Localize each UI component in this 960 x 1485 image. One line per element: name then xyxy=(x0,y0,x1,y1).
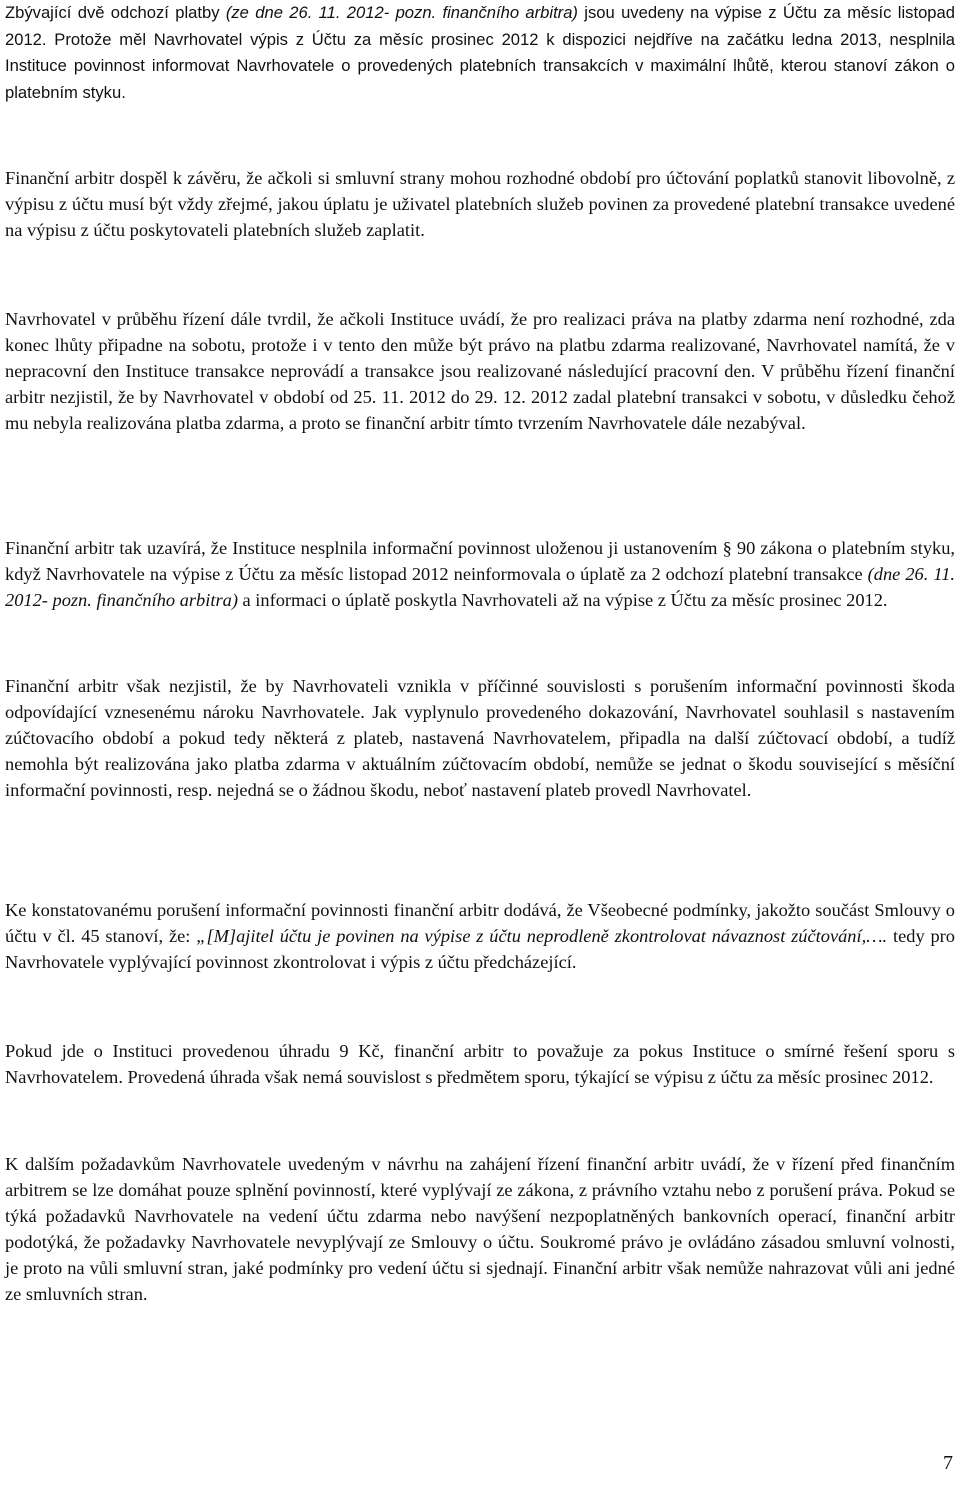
paragraph-information-duty xyxy=(5,535,955,613)
paragraph-text: tedy pro Navrhovatele vyplývající povinnost zkontrolovat i výpis z účtu předcházející. xyxy=(5,926,955,972)
paragraph-text: Finanční arbitr tak uzavírá, že Instituce nesplnila informační povinnost uloženou ji ustanovením § 90 zákona o platebním styku, když Navrhovatele na výpise z Účtu za měsíc listopad 2012 neinformovala o úplatě za 2 odchozí platební transakce xyxy=(5,538,955,584)
paragraph-general-conditions xyxy=(5,897,955,975)
paragraph-text: Zbývající dvě odchozí platby xyxy=(5,3,226,22)
paragraph-arbiter-conclusion: Finanční arbitr dospěl k závěru, že ačkoli si smluvní strany mohou rozhodné období pro účtování poplatků stanovit libovolně, z výpisu z účtu musí být vždy zřejmé, jakou úplatu je uživatel platebních služeb povinen za provedené platební transakce uvedené na výpisu z účtu poskytovateli platebních služeb zaplatit. xyxy=(5,168,955,240)
page-number: 7 xyxy=(943,1452,953,1474)
paragraph-saturday-claim: Navrhovatel v průběhu řízení dále tvrdil, že ačkoli Instituce uvádí, že pro realizaci práva na platby zdarma není rozhodné, zda konec lhůty připadne na sobotu, protože i v tento den může být právo na platbu zdarma realizované, Navrhovatel namítá, že v nepracovní den Instituce transakce neprovádí a transakce jsou realizované následující pracovní den. V průběhu řízení finanční arbitr nezjistil, že by Navrhovatel v období od 25. 11. 2012 do 29. 12. 2012 zadal platební transakci v sobotu, v důsledku čehož mu nebyla realizována platba zdarma, a proto se finanční arbitr tímto tvrzením Navrhovatele dále nezabýval. xyxy=(5,309,955,433)
paragraph-remaining-payments xyxy=(5,0,955,106)
paragraph-text: Ke konstatovanému porušení informační povinnosti finanční arbitr dodává, že Všeobecné podmínky, jakožto součást Smlouvy o účtu v čl. 45 stanoví, že: xyxy=(5,900,955,946)
paragraph-italic-note: (ze dne 26. 11. 2012- pozn. finančního arbitra) xyxy=(225,3,578,22)
paragraph-italic-quote: „[M]ajitel účtu je povinen na výpise z účtu neprodleně zkontrolovat návaznost zúčtování,…. xyxy=(196,926,888,946)
paragraph-payment-9kc: Pokud jde o Instituci provedenou úhradu 9 Kč, finanční arbitr to považuje za pokus Instituce o smírné řešení sporu s Navrhovatelem. Provedená úhrada však nemá souvislost s předmětem sporu, týkající se výpisu z účtu za měsíc prosinec 2012. xyxy=(5,1041,955,1087)
paragraph-further-claims: K dalším požadavkům Navrhovatele uvedeným v návrhu na zahájení řízení finanční arbitr uvádí, že v řízení před finančním arbitrem se lze domáhat pouze splnění povinností, které vyplývají ze zákona, z právního vztahu nebo z porušení práva. Pokud se týká požadavků Navrhovatele na vedení účtu zdarma nebo navýšení nezpoplatněných bankovních operací, finanční arbitr podotýká, že požadavky Navrhovatele nevyplývají ze Smlouvy o účtu. Soukromé právo je ovládáno zásadou smluvní volnosti, je proto na vůli smluvní stran, jaké podmínky pro vedení účtu si sjednají. Finanční arbitr však nemůže nahrazovat vůli ani jedné ze smluvních stran. xyxy=(5,1154,955,1304)
paragraph-no-damage: Finanční arbitr však nezjistil, že by Navrhovateli vznikla v příčinné souvislosti s porušením informační povinnosti škoda odpovídající vznesenému nároku Navrhovatele. Jak vyplynulo provedeného dokazování, Navrhovatel souhlasil s nastavením zúčtovacího období a pokud tedy některá z plateb, nastavená Navrhovatelem, připadla na další zúčtovací období, a tudíž nemohla být realizována jako platba zdarma v aktuálním zúčtovacím období, nemůže se jednat o škodu související s měsíční informační povinnosti, resp. nejedná se o žádnou škodu, neboť nastavení plateb provedl Navrhovatel. xyxy=(5,676,955,800)
paragraph-text: a informaci o úplatě poskytla Navrhovateli až na výpise z Účtu za měsíc prosinec 2012. xyxy=(237,590,888,610)
paragraph-italic-note: (dne 26. 11. 2012- pozn. finančního arbitra) xyxy=(5,564,956,610)
paragraph-text: jsou uvedeny na výpise z Účtu za měsíc listopad 2012. Protože měl Navrhovatel výpis z Účtu za měsíc prosinec 2012 k dispozici nejdříve na začátku ledna 2013, nesplnila Instituce povinnost informovat Navrhovatele o provedených platebních transakcích v maximální lhůtě, kterou stanoví zákon o platebním styku. xyxy=(5,3,955,102)
